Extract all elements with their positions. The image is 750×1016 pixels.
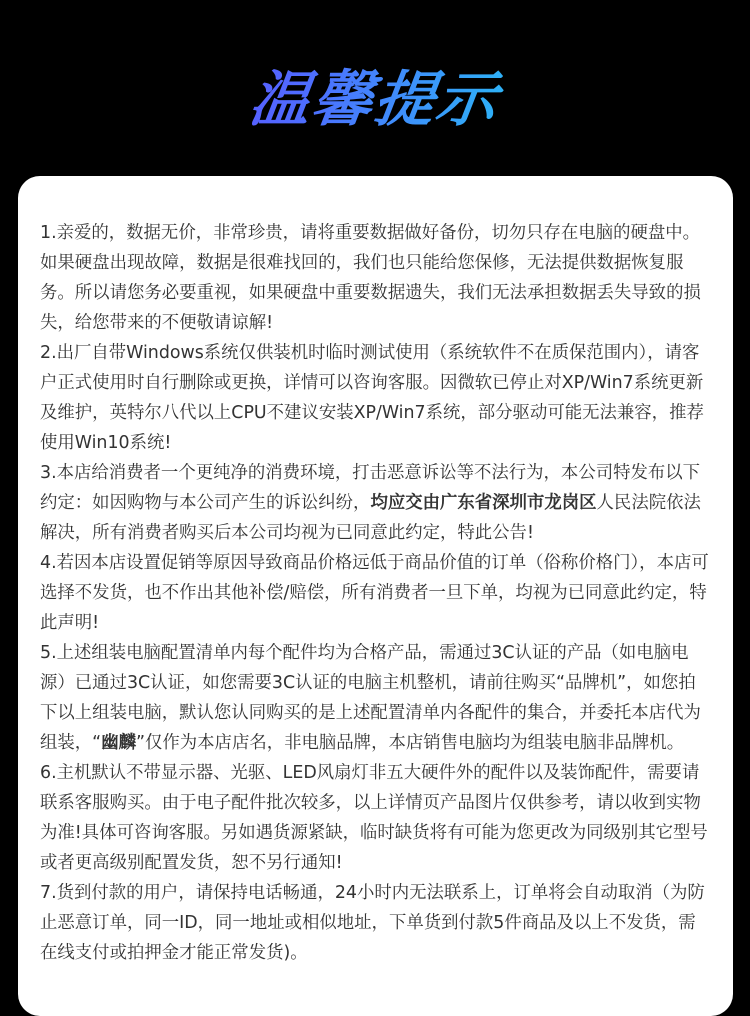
notice-card (18, 176, 733, 1016)
notice-item-3-text-end: 人民法院依法解决，所有消费者购买后本公司均视为已同意此约定，特此公告! (40, 493, 701, 543)
notice-item-5-text-end: ”仅作为本店店名，非电脑品牌，本店销售电脑均为组装电脑非品牌机。 (135, 733, 685, 753)
notice-item-5 (40, 638, 711, 758)
notice-item-3-court-highlight: 均应交由广东省深圳市龙岗区 (370, 493, 597, 513)
notice-item-5-store-name: 幽麟 (101, 733, 136, 753)
notice-item-2: 2.出厂自带Windows系统仅供装机时临时测试使用（系统软件不在质保范围内），请客户正式使用时自行删除或更换，详情可以咨询客服。因微软已停止对XP/Win7系统更新及维护，英特尔八代以上CPU不建议安装XP/Win7系统，部分驱动可能无法兼容，推荐使用Win10系统! (40, 343, 704, 453)
notice-item-3-text-start: 3.本店给消费者一个更纯净的消费环境，打击恶意诉讼等不法行为，本公司特发布以下约定：如因购物与本公司产生的诉讼纠纷， (40, 463, 701, 513)
notice-item-4: 4.若因本店设置促销等原因导致商品价格远低于商品价值的订单（俗称价格门），本店可选择不发货，也不作出其他补偿/赔偿，所有消费者一旦下单，均视为已同意此约定，特此声明! (40, 553, 709, 633)
page-title: 温馨提示 (0, 52, 750, 138)
notice-item-1: 1.亲爱的，数据无价，非常珍贵，请将重要数据做好备份，切勿只存在电脑的硬盘中。如果硬盘出现故障，数据是很难找回的，我们也只能给您保修，无法提供数据恢复服务。所以请您务必要重视，如果硬盘中重要数据遗失，我们无法承担数据丢失导致的损失，给您带来的不便敬请谅解! (40, 223, 701, 333)
notice-item-6: 6.主机默认不带显示器、光驱、LED风扇灯非五大硬件外的配件以及装饰配件，需要请联系客服购买。由于电子配件批次较多，以上详情页产品图片仅供参考，请以收到实物为准!具体可咨询客服。另如遇货源紧缺，临时缺货将有可能为您更改为同级别其它型号或者更高级别配置发货，恕不另行通知! (40, 763, 708, 873)
notice-item-5-text-start: 5.上述组装电脑配置清单内每个配件均为合格产品，需通过3C认证的产品（如电脑电源）已通过3C认证，如您需要3C认证的电脑主机整机，请前往购买“品牌机”，如您拍下以上组装电脑，默认您认同购买的是上述配置清单内各配件的集合，并委托本店代为组装，“ (40, 643, 701, 753)
notice-item-7: 7.货到付款的用户，请保持电话畅通，24小时内无法联系上，订单将会自动取消（为防止恶意订单，同一ID，同一地址或相似地址，下单货到付款5件商品及以上不发货，需在线支付或拍押金才能正常发货)。 (40, 883, 705, 963)
notice-item-3 (40, 458, 711, 548)
